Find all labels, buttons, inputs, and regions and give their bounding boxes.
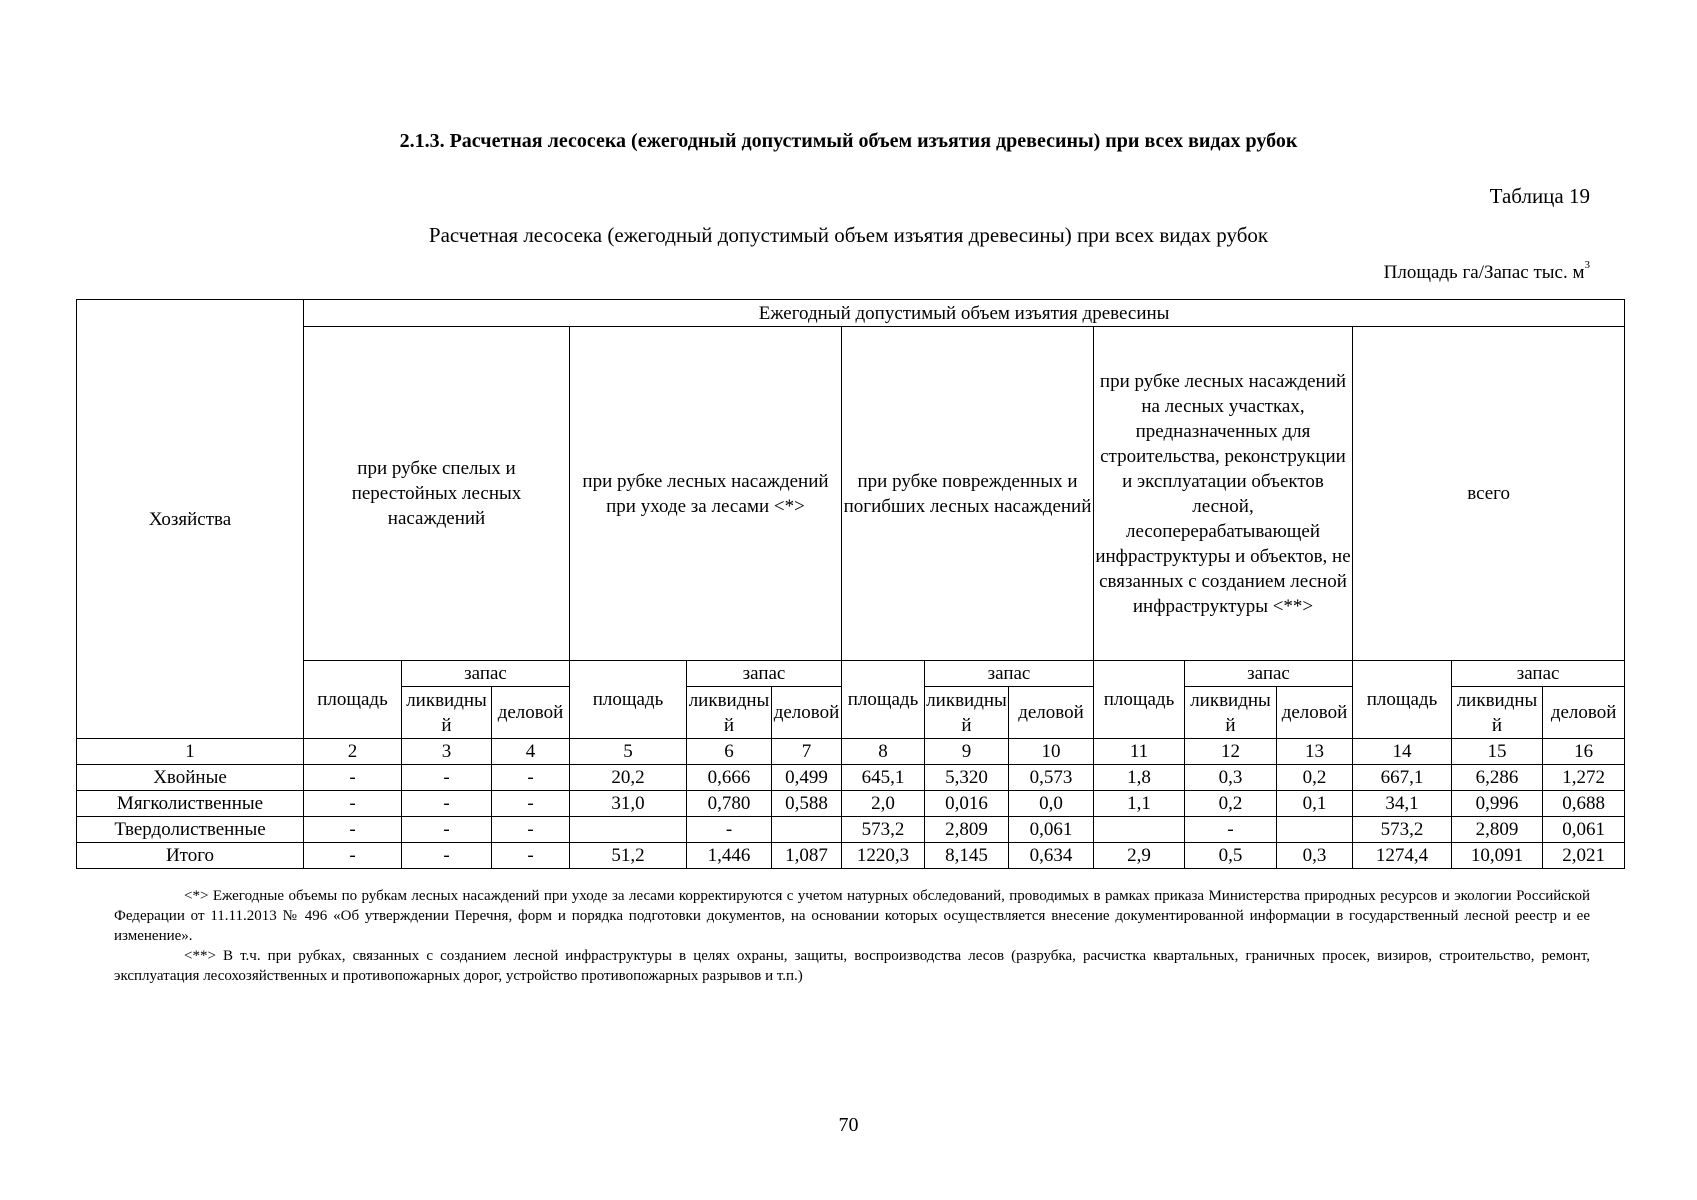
table-cell: 0,573 bbox=[1009, 765, 1094, 791]
header-liquid: ликвидный bbox=[1185, 687, 1277, 739]
table-cell: 0,634 bbox=[1009, 843, 1094, 869]
section-title: 2.1.3. Расчетная лесосека (ежегодный допустимый объем изъятия древесины) при всех видах рубок bbox=[399, 130, 1298, 152]
footnote-care: <*> Ежегодные объемы по рубкам лесных насаждений при уходе за лесами корректируются с учетом натурных обследований, проводимых в рамках приказа Министерства природных ресурсов и экологии Российской Федерации от 11.11.2013 № 496 «Об утверждении Перечня, форм и порядка подготовки документов, на основании которых осуществляется внесение документированной информации в государственный лесной реестр и ее изменение». bbox=[114, 888, 1590, 944]
header-liquid: ликвидный bbox=[925, 687, 1009, 739]
table-row bbox=[77, 843, 1625, 869]
table-cell: 1,272 bbox=[1543, 765, 1625, 791]
column-number: 7 bbox=[772, 739, 842, 765]
header-liquid: ликвидный bbox=[1452, 687, 1543, 739]
row-name: Мягколиственные bbox=[77, 791, 304, 817]
row-name: Хвойные bbox=[77, 765, 304, 791]
table-cell: 0,780 bbox=[687, 791, 772, 817]
column-number: 14 bbox=[1353, 739, 1452, 765]
table-cell: 573,2 bbox=[842, 817, 925, 843]
column-number: 15 bbox=[1452, 739, 1543, 765]
column-number: 11 bbox=[1094, 739, 1185, 765]
column-number: 12 bbox=[1185, 739, 1277, 765]
table-cell: 5,320 bbox=[925, 765, 1009, 791]
header-business: деловой bbox=[1543, 687, 1625, 739]
header-group-total: всего bbox=[1353, 327, 1625, 661]
table-cell: 1,087 bbox=[772, 843, 842, 869]
table-cell: 1,1 bbox=[1094, 791, 1185, 817]
table-row bbox=[77, 817, 1625, 843]
header-liquid: ликвидный bbox=[402, 687, 492, 739]
table-cell: 0,016 bbox=[925, 791, 1009, 817]
table-body bbox=[77, 765, 1625, 869]
table-cell: 2,809 bbox=[1452, 817, 1543, 843]
header-area: площадь bbox=[1353, 661, 1452, 739]
table-cell: 573,2 bbox=[1353, 817, 1452, 843]
table-cell: 0,3 bbox=[1185, 765, 1277, 791]
header-stock: запас bbox=[687, 661, 842, 687]
table-cell: - bbox=[492, 765, 570, 791]
header-group-damaged: при рубке поврежденных и погибших лесных насаждений bbox=[842, 327, 1094, 661]
table-number: Таблица 19 bbox=[1489, 184, 1590, 208]
table-row bbox=[77, 765, 1625, 791]
table-cell: 1274,4 bbox=[1353, 843, 1452, 869]
column-number: 16 bbox=[1543, 739, 1625, 765]
table-cell: 0,2 bbox=[1185, 791, 1277, 817]
table-cell: 10,091 bbox=[1452, 843, 1543, 869]
table-row bbox=[77, 791, 1625, 817]
footnote-infrastructure: <**> В т.ч. при рубках, связанных с созданием лесной инфраструктуры в целях охраны, защиты, воспроизводства лесов (разрубка, расчистка квартальных, граничных просек, визиров, строительство, ремонт, эксплуатация лесохозяйственных и противопожарных дорог, устройство противопожарных разрывов и т.п.) bbox=[114, 948, 1590, 984]
table-cell: 2,9 bbox=[1094, 843, 1185, 869]
table-cell: 0,588 bbox=[772, 791, 842, 817]
table-cell bbox=[570, 817, 687, 843]
column-number: 3 bbox=[402, 739, 492, 765]
column-number: 6 bbox=[687, 739, 772, 765]
table-cell: - bbox=[402, 843, 492, 869]
column-number: 5 bbox=[570, 739, 687, 765]
table-cell: - bbox=[304, 791, 402, 817]
table-cell: 8,145 bbox=[925, 843, 1009, 869]
footnotes bbox=[114, 886, 1590, 986]
table-cell: 645,1 bbox=[842, 765, 925, 791]
table-cell: 0,061 bbox=[1009, 817, 1094, 843]
header-farms: Хозяйства bbox=[77, 300, 304, 739]
table-cell: 20,2 bbox=[570, 765, 687, 791]
table-cell: 1,446 bbox=[687, 843, 772, 869]
header-area: площадь bbox=[570, 661, 687, 739]
table-cell: - bbox=[402, 791, 492, 817]
header-liquid: ликвидный bbox=[687, 687, 772, 739]
units-label bbox=[1200, 259, 1590, 284]
header-business: деловой bbox=[492, 687, 570, 739]
header-business: деловой bbox=[1277, 687, 1353, 739]
table-cell: 0,2 bbox=[1277, 765, 1353, 791]
table-cell: 2,021 bbox=[1543, 843, 1625, 869]
page-number: 70 bbox=[838, 1114, 859, 1136]
header-group-infrastructure: при рубке лесных насаждений на лесных участках, предназначенных для строительства, реконструкции и эксплуатации объектов лесной, лесоперерабатывающей инфраструктуры и объектов, не связанных с созданием лесной инфраструктуры <**> bbox=[1094, 327, 1353, 661]
table-cell: 2,0 bbox=[842, 791, 925, 817]
table-cell: 667,1 bbox=[1353, 765, 1452, 791]
header-area: площадь bbox=[842, 661, 925, 739]
table-cell: 0,499 bbox=[772, 765, 842, 791]
table-cell: 6,286 bbox=[1452, 765, 1543, 791]
column-number: 10 bbox=[1009, 739, 1094, 765]
header-stock: запас bbox=[1185, 661, 1353, 687]
header-stock: запас bbox=[1452, 661, 1625, 687]
table-cell: - bbox=[687, 817, 772, 843]
header-group-care: при рубке лесных насаждений при уходе за лесами <*> bbox=[570, 327, 842, 661]
table-cell: 0,3 bbox=[1277, 843, 1353, 869]
header-area: площадь bbox=[1094, 661, 1185, 739]
table-cell: - bbox=[402, 765, 492, 791]
column-number: 2 bbox=[304, 739, 402, 765]
header-business: деловой bbox=[772, 687, 842, 739]
header-area: площадь bbox=[304, 661, 402, 739]
table-cell: - bbox=[1185, 817, 1277, 843]
table-cell: 0,061 bbox=[1543, 817, 1625, 843]
column-number: 9 bbox=[925, 739, 1009, 765]
header-group-mature: при рубке спелых и перестойных лесных насаждений bbox=[304, 327, 570, 661]
units-superscript: 3 bbox=[1584, 259, 1590, 271]
column-number: 1 bbox=[77, 739, 304, 765]
table-cell: - bbox=[304, 765, 402, 791]
table-cell: - bbox=[492, 817, 570, 843]
table-cell: 0,0 bbox=[1009, 791, 1094, 817]
table-cell: - bbox=[304, 817, 402, 843]
table-cell: 31,0 bbox=[570, 791, 687, 817]
table-cell: 0,5 bbox=[1185, 843, 1277, 869]
column-number: 8 bbox=[842, 739, 925, 765]
table-cell: - bbox=[304, 843, 402, 869]
table-cell: 0,996 bbox=[1452, 791, 1543, 817]
table-cell: - bbox=[492, 843, 570, 869]
column-number-row bbox=[77, 739, 1625, 765]
harvest-table bbox=[76, 299, 1625, 869]
table-cell: 0,1 bbox=[1277, 791, 1353, 817]
table-cell: - bbox=[492, 791, 570, 817]
table-cell: 0,688 bbox=[1543, 791, 1625, 817]
row-name: Итого bbox=[77, 843, 304, 869]
header-stock: запас bbox=[402, 661, 570, 687]
table-cell: 1220,3 bbox=[842, 843, 925, 869]
row-name: Твердолиственные bbox=[77, 817, 304, 843]
header-stock: запас bbox=[925, 661, 1094, 687]
table-cell: 51,2 bbox=[570, 843, 687, 869]
table-caption: Расчетная лесосека (ежегодный допустимый объем изъятия древесины) при всех видах рубок bbox=[428, 223, 1269, 247]
table-cell: 1,8 bbox=[1094, 765, 1185, 791]
table-cell: 0,666 bbox=[687, 765, 772, 791]
table-cell bbox=[1094, 817, 1185, 843]
table-cell: 34,1 bbox=[1353, 791, 1452, 817]
column-number: 13 bbox=[1277, 739, 1353, 765]
header-business: деловой bbox=[1009, 687, 1094, 739]
column-number: 4 bbox=[492, 739, 570, 765]
table-cell bbox=[772, 817, 842, 843]
units-text: Площадь га/Запас тыс. м bbox=[1383, 262, 1585, 283]
header-annual-volume: Ежегодный допустимый объем изъятия древесины bbox=[304, 300, 1625, 327]
table-cell: - bbox=[402, 817, 492, 843]
table-cell bbox=[1277, 817, 1353, 843]
table-cell: 2,809 bbox=[925, 817, 1009, 843]
